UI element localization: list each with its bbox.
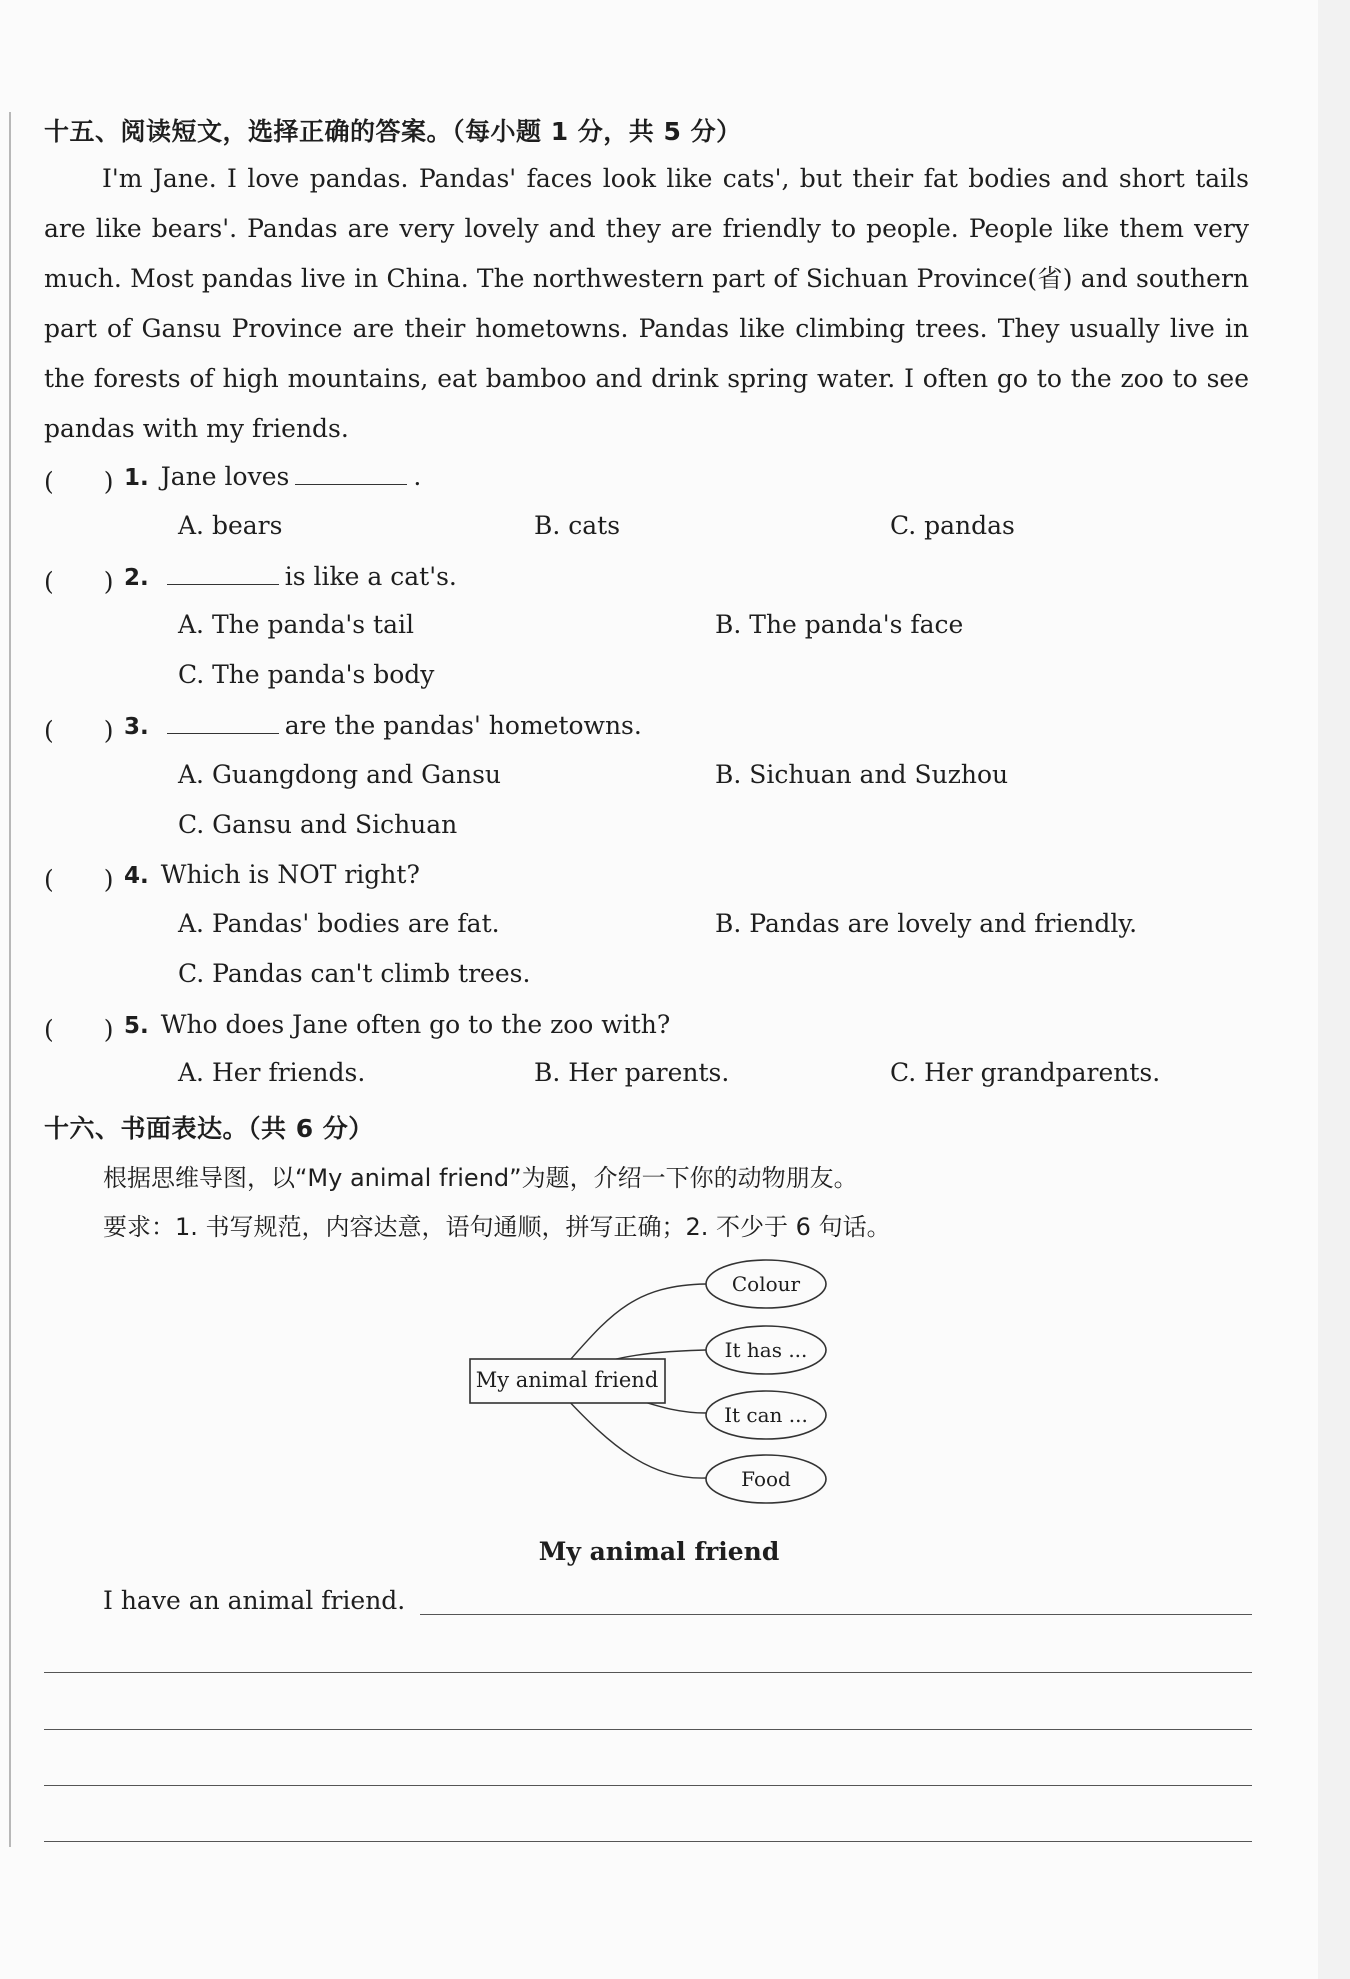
question-1-option-b: B. cats: [534, 511, 621, 540]
question-5-option-c: C. Her grandparents.: [890, 1058, 1161, 1087]
question-3-number: 3.: [124, 714, 149, 740]
question-1-text-after: .: [413, 462, 422, 491]
section-15-heading: 十五、阅读短文，选择正确的答案。（每小题 1 分，共 5 分）: [44, 117, 742, 146]
question-2-number: 2.: [124, 565, 149, 591]
question-5: [124, 1010, 670, 1039]
question-5-option-a: A. Her friends.: [178, 1058, 366, 1087]
question-3-option-a: A. Guangdong and Gansu: [178, 760, 501, 789]
mind-map-node-colour: [706, 1260, 826, 1308]
question-5-text: Who does Jane often go to the zoo with?: [160, 1010, 671, 1039]
branch-line-food: [565, 1397, 706, 1478]
mind-map: [460, 1255, 850, 1505]
answer-parens-5[interactable]: ( ): [44, 1015, 114, 1044]
mind-map-label-food: Food: [741, 1467, 791, 1491]
question-3: [124, 711, 642, 740]
question-2-text-after: is like a cat's.: [284, 562, 457, 591]
question-2: [124, 562, 457, 591]
question-1-option-a: A. bears: [178, 511, 283, 540]
mind-map-center-label: My animal friend: [475, 1368, 659, 1392]
question-3-option-c: C. Gansu and Sichuan: [178, 810, 458, 839]
question-5-option-b: B. Her parents.: [534, 1058, 730, 1087]
writing-requirement: 要求：1. 书写规范，内容达意，语句通顺，拼写正确；2. 不少于 6 句话。: [103, 1213, 891, 1241]
answer-parens-2[interactable]: ( ): [44, 567, 114, 596]
mind-map-label-it-can: It can ...: [724, 1403, 808, 1427]
question-4-text: Which is NOT right?: [160, 860, 420, 889]
branch-line-colour: [570, 1284, 706, 1360]
mind-map-node-it-has: [706, 1326, 826, 1374]
question-4-option-c: C. Pandas can't climb trees.: [178, 959, 531, 988]
mind-map-label-it-has: It has ...: [724, 1338, 808, 1362]
question-2-option-b: B. The panda's face: [715, 610, 964, 639]
question-2-option-a: A. The panda's tail: [178, 610, 414, 639]
question-4-option-a: A. Pandas' bodies are fat.: [178, 909, 500, 938]
mind-map-center-node: [470, 1359, 665, 1403]
question-1-blank: [295, 464, 407, 485]
answer-parens-4[interactable]: ( ): [44, 865, 114, 894]
question-1: [124, 462, 421, 491]
question-4-number: 4.: [124, 863, 149, 889]
question-3-text-after: are the pandas' hometowns.: [284, 711, 642, 740]
mind-map-node-it-can: [706, 1391, 826, 1439]
question-1-number: 1.: [124, 465, 149, 491]
writing-instruction: 根据思维导图，以“My animal friend”为题，介绍一下你的动物朋友。: [103, 1164, 858, 1192]
question-3-option-b: B. Sichuan and Suzhou: [715, 760, 1009, 789]
answer-parens-1[interactable]: ( ): [44, 467, 114, 496]
reading-passage: I'm Jane. I love pandas. Pandas' faces look like cats', but their fat bodies and short tails are like bears'. Pandas are very lovely and they are friendly to people. People like them very much. Most pandas live in China. The northwestern part of Sichuan Province(省) and southern part of Gansu Province are their hometowns. Pandas like climbing trees. They usually live in the forests of high mountains, eat bamboo and drink spring water. I often go to the zoo to see pandas with my friends.: [44, 164, 1249, 443]
writing-line-2[interactable]: [44, 1672, 1252, 1673]
writing-line-5[interactable]: [44, 1841, 1252, 1842]
section-16-heading: 十六、书面表达。（共 6 分）: [44, 1114, 374, 1143]
question-4: [124, 860, 420, 889]
question-2-blank: [167, 564, 279, 585]
question-1-option-c: C. pandas: [890, 511, 1015, 540]
answer-parens-3[interactable]: ( ): [44, 716, 114, 745]
essay-title: My animal friend: [538, 1537, 780, 1566]
question-4-option-b: B. Pandas are lovely and friendly.: [715, 909, 1138, 938]
writing-line-4[interactable]: [44, 1785, 1252, 1786]
mind-map-label-colour: Colour: [731, 1272, 801, 1296]
essay-opening-sentence: I have an animal friend.: [103, 1586, 406, 1615]
binding-margin-line: [9, 112, 11, 1847]
writing-line-3[interactable]: [44, 1729, 1252, 1730]
question-5-number: 5.: [124, 1013, 149, 1039]
question-3-blank: [167, 713, 279, 734]
writing-line-1[interactable]: [420, 1614, 1252, 1615]
question-1-text-before: Jane loves: [160, 462, 290, 491]
mind-map-node-food: [706, 1455, 826, 1503]
question-2-option-c: C. The panda's body: [178, 660, 435, 689]
